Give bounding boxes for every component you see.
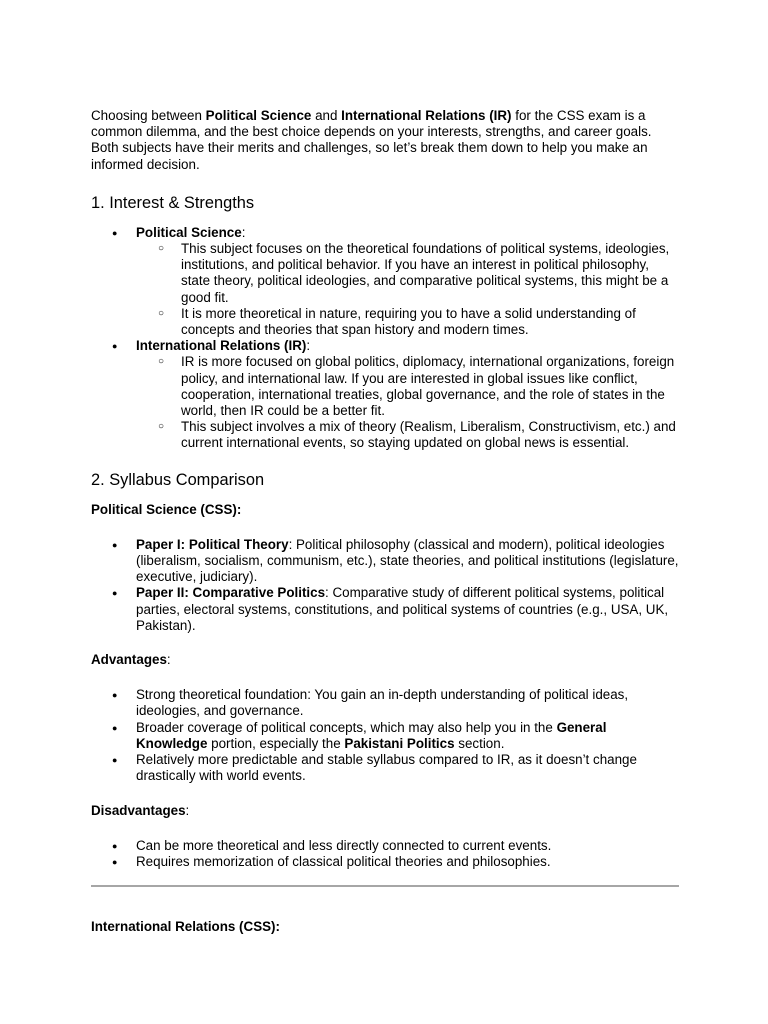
intro-text: and [311,108,342,123]
sub-list-item: ○ It is more theoretical in nature, requiring you to have a solid understanding of concepts and theories that span history and modern times. [136,306,681,338]
list-item: ● Requires memorization of classical political theories and philosophies. [91,854,681,870]
subheading-international-relations-css [91,919,681,935]
disadvantages-label: Disadvantages [91,802,186,818]
list-item-international-relations [91,338,681,451]
intro-text: for the CSS exam is a common dilemma, and the best choice depends on your interests, strengths, and career goals. Both subjects have their merits and challenges, so let’s break them down to help you make an informed decision. [91,108,652,172]
list-item: ● Strong theoretical foundation: You gain an in-depth understanding of political ideas, ideologies, and governance. [91,687,681,719]
paper-text: : Comparative study of different political systems, political parties, electoral systems, constitutions, and political systems of countries (e.g., USA, UK, Pakistan). [136,585,669,633]
sub-list-item: ○ This subject focuses on the theoretical foundations of political systems, ideologies, institutions, and political behavior. If you have an interest in political philosophy, state theory, political ideologies, and comparative political systems, this might be a good fit. [136,241,681,306]
document-body [91,108,681,935]
item-text: Broader coverage of political concepts, which may also help you in the [136,719,557,735]
sub-list [136,354,681,451]
disadvantages-list [91,838,681,870]
item-text: portion, especially the [207,735,345,751]
subheading-political-science-css [91,502,681,518]
subheading-advantages [91,652,681,668]
subheading-text: International Relations (CSS): [91,919,280,935]
label-colon: : [306,338,311,354]
bold-general-knowledge: General Knowledge [136,719,607,751]
paper-label: Paper II: Comparative Politics [136,585,326,601]
intro-bold-ir: International Relations (IR) [341,108,512,123]
label-colon: : [185,802,190,818]
list-item [91,720,681,752]
sub-list-item: ○ This subject involves a mix of theory (Realism, Liberalism, Constructivism, etc.) and current international events, so staying updated on global news is essential. [136,419,681,451]
list-item-paper-2 [91,585,681,634]
paper-text: : Political philosophy (classical and modern), political ideologies (liberalism, socialism, communism, etc.), state theories, and political institutions (legislature, executive, judiciary). [136,536,679,585]
item-text: section. [454,735,505,751]
advantages-list [91,687,681,784]
sub-list [136,241,681,338]
paper-label: Paper I: Political Theory [136,536,289,552]
label-colon: : [241,224,246,240]
list-item-political-science [91,225,681,338]
list-item: ● Relatively more predictable and stable syllabus compared to IR, as it doesn’t change drastically with world events. [91,752,681,784]
bold-pakistani-politics: Pakistani Politics [344,735,455,751]
interest-list [91,225,681,452]
subheading-disadvantages [91,803,681,819]
intro-text: Choosing between [91,108,206,123]
item-label: International Relations (IR) [136,338,307,354]
list-item-paper-1 [91,537,681,586]
horizontal-divider [91,885,679,887]
intro-bold-political-science: Political Science [205,108,312,123]
section-heading-syllabus: 2. Syllabus Comparison [91,470,265,489]
sub-list-item: ○ IR is more focused on global politics, diplomacy, international organizations, foreign policy, and international law. If you are interested in global issues like conflict, cooperation, international treaties, global governance, and the role of states in the world, then IR could be a better fit. [136,354,681,419]
advantages-label: Advantages [91,652,167,668]
label-colon: : [166,652,171,668]
list-item: ● Can be more theoretical and less directly connected to current events. [91,838,681,854]
papers-list [91,537,681,634]
intro-paragraph [91,108,681,173]
section-heading-interest: 1. Interest & Strengths [91,193,255,212]
item-label: Political Science [136,224,242,240]
subheading-text: Political Science (CSS): [91,501,242,517]
